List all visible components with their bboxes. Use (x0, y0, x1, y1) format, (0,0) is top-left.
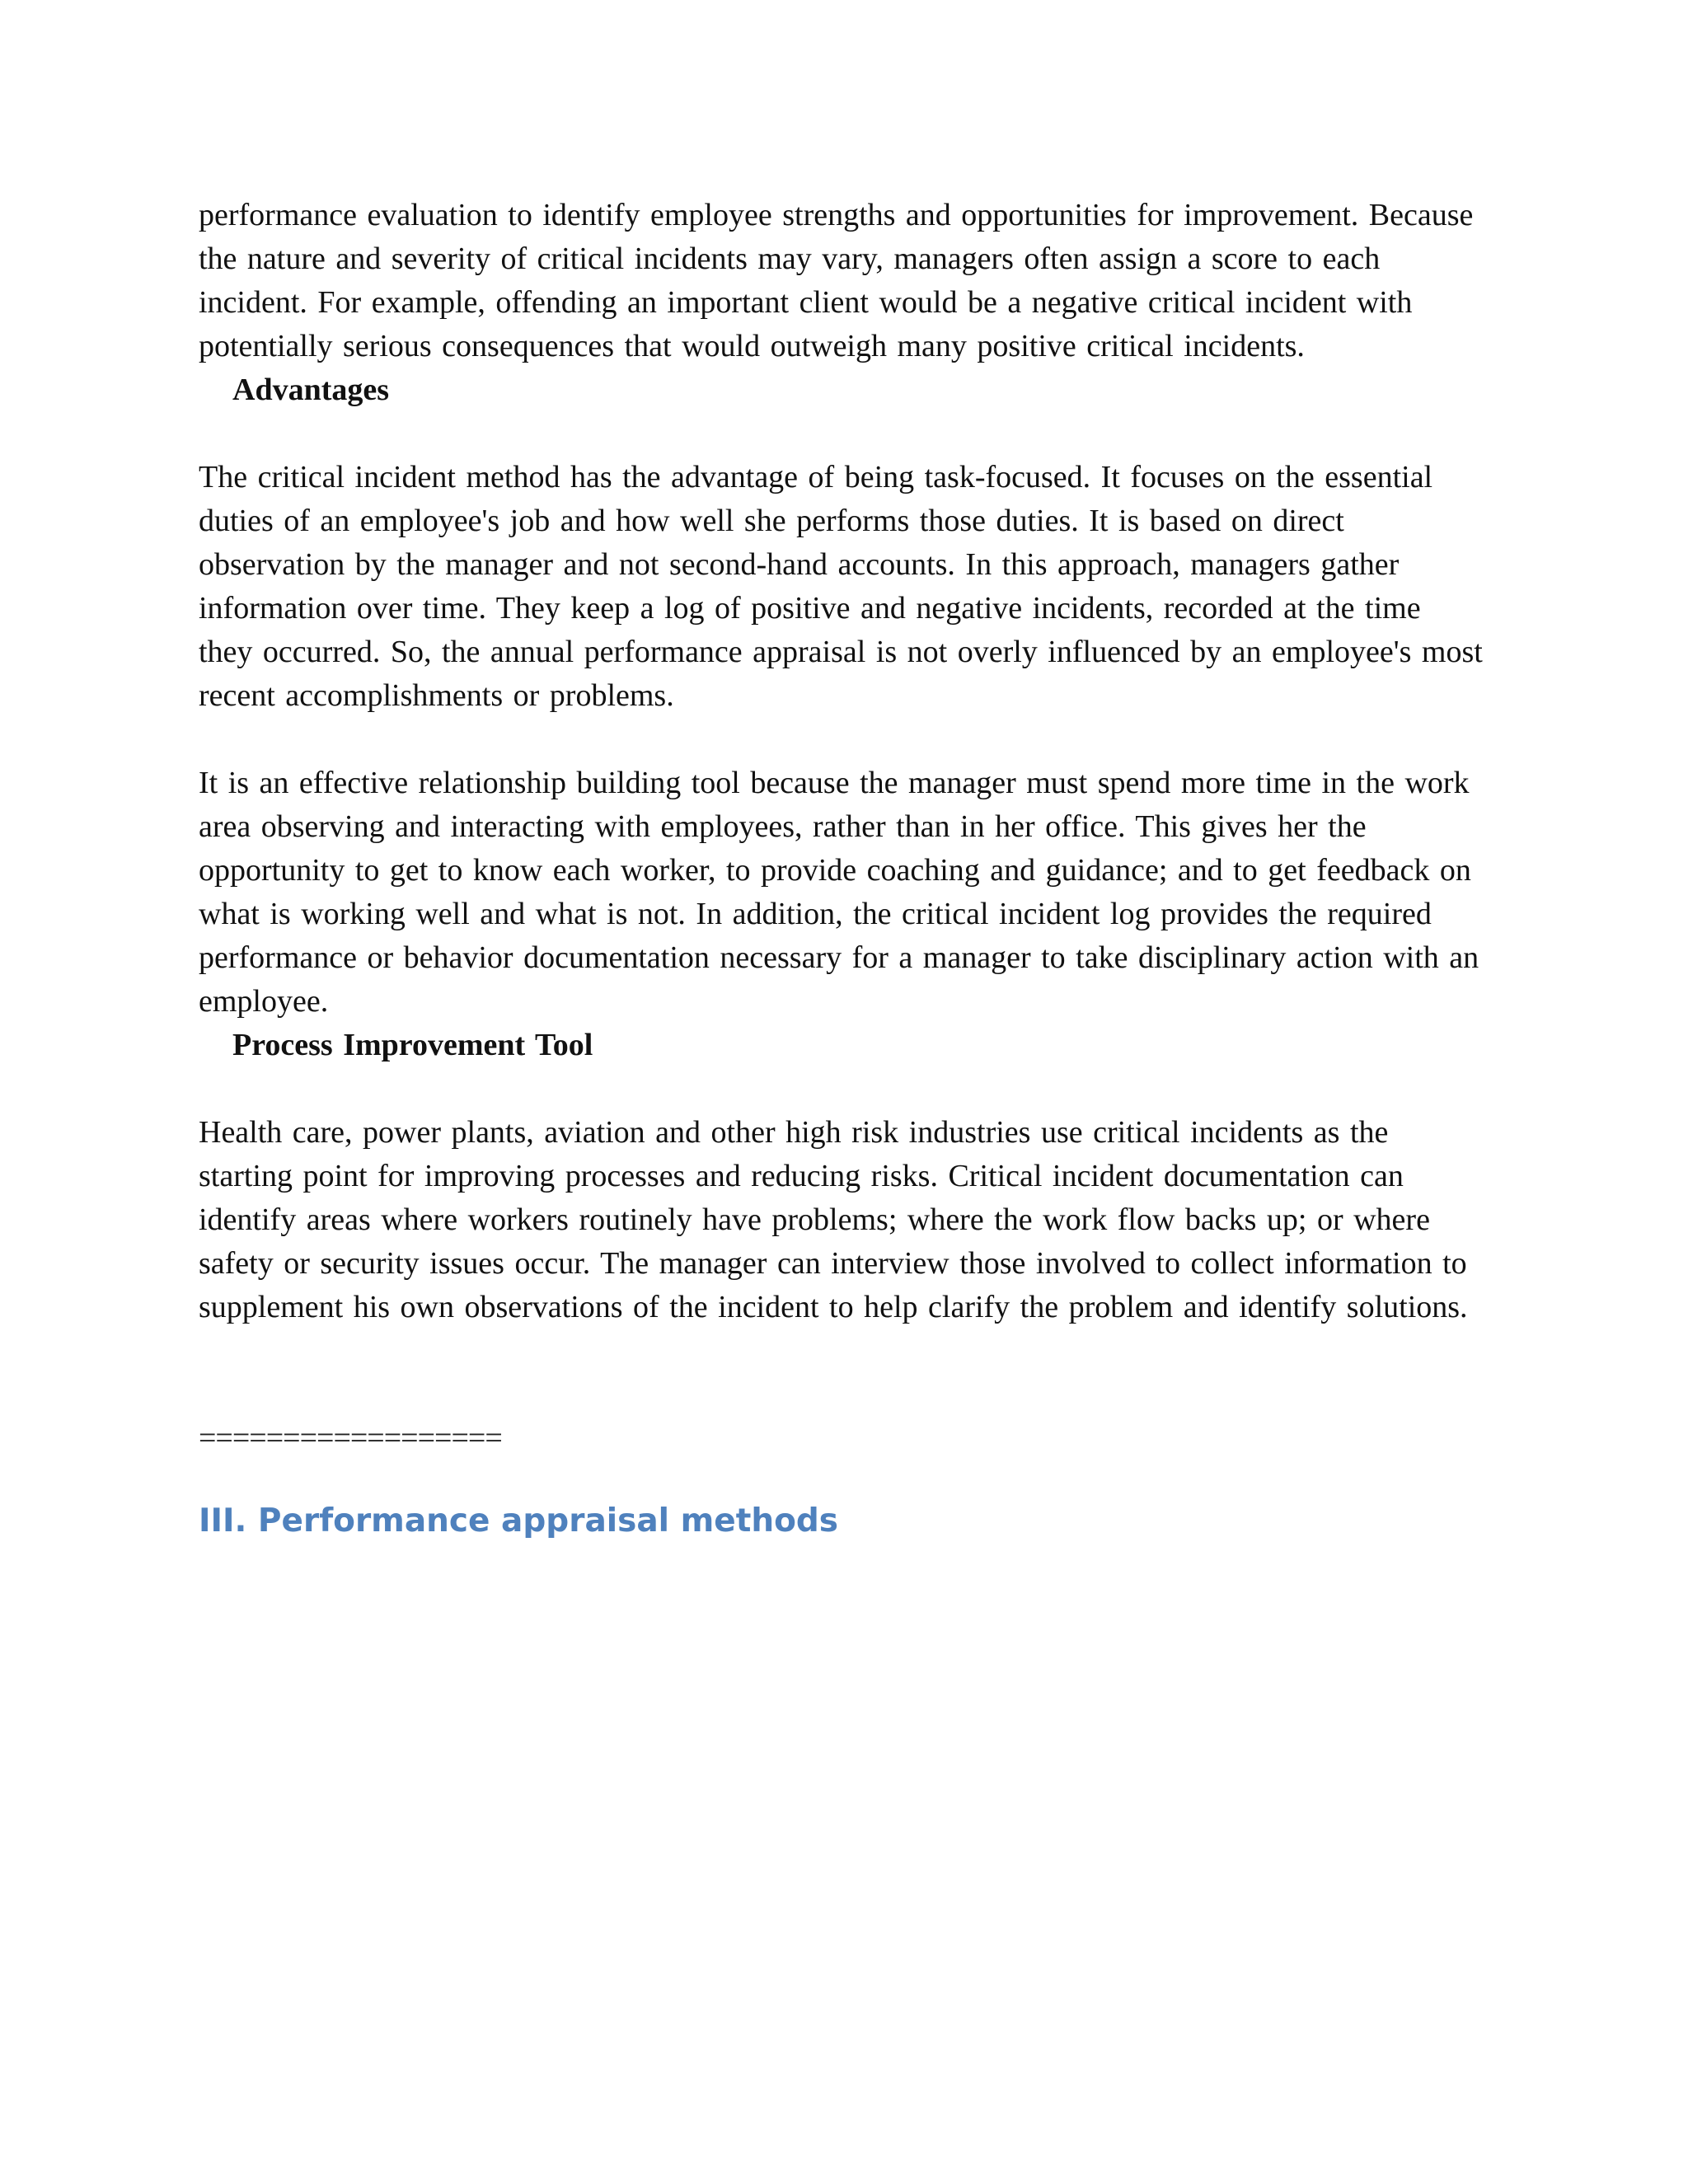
spacer (199, 1329, 1484, 1417)
process-improvement-heading: Process Improvement Tool (232, 1028, 593, 1062)
document-body (199, 194, 1484, 1546)
separator-line: ================== (199, 1421, 502, 1455)
advantages-heading: Advantages (232, 373, 390, 407)
spacer (199, 1067, 1484, 1111)
spacer (199, 718, 1484, 762)
process-improvement-paragraph: Health care, power plants, aviation and other high risk industries use critical incidents as the starting point for improving processes and reducing risks. Critical incident documentation can identify areas where workers routinely have problems; where the work flow backs up; or where safety or security issues occur. The manager can interview those involved to collect information to supplement his own observations of the incident to help clarify the problem and identify solutions. (199, 1115, 1468, 1324)
advantages-paragraph-2: It is an effective relationship building tool because the manager must spend more time in the work area observing and interacting with employees, rather than in her office. This gives her the opportunity to get to know each worker, to provide coaching and guidance; and to get feedback on what is working well and what is not. In addition, the critical incident log provides the required performance or behavior documentation necessary for a manager to take disciplinary action with an employee. (199, 766, 1479, 1019)
spacer (199, 412, 1484, 456)
section-heading: III. Performance appraisal methods (199, 1502, 839, 1540)
advantages-paragraph-1: The critical incident method has the advantage of being task-focused. It focuses on the essential duties of an employee's job and how well she performs those duties. It is based on direct observation by the manager and not second-hand accounts. In this approach, managers gather information over time. They keep a log of positive and negative incidents, recorded at the time they occurred. So, the annual performance appraisal is not overly influenced by an employee's most recent accomplishments or problems. (199, 460, 1483, 713)
intro-paragraph: performance evaluation to identify employee strengths and opportunities for improvement. Because the nature and severity of critical incidents may vary, managers often assign a score to each incident. For example, offending an important client would be a negative critical incident with potentially serious consequences that would outweigh many positive critical incidents. (199, 198, 1474, 363)
